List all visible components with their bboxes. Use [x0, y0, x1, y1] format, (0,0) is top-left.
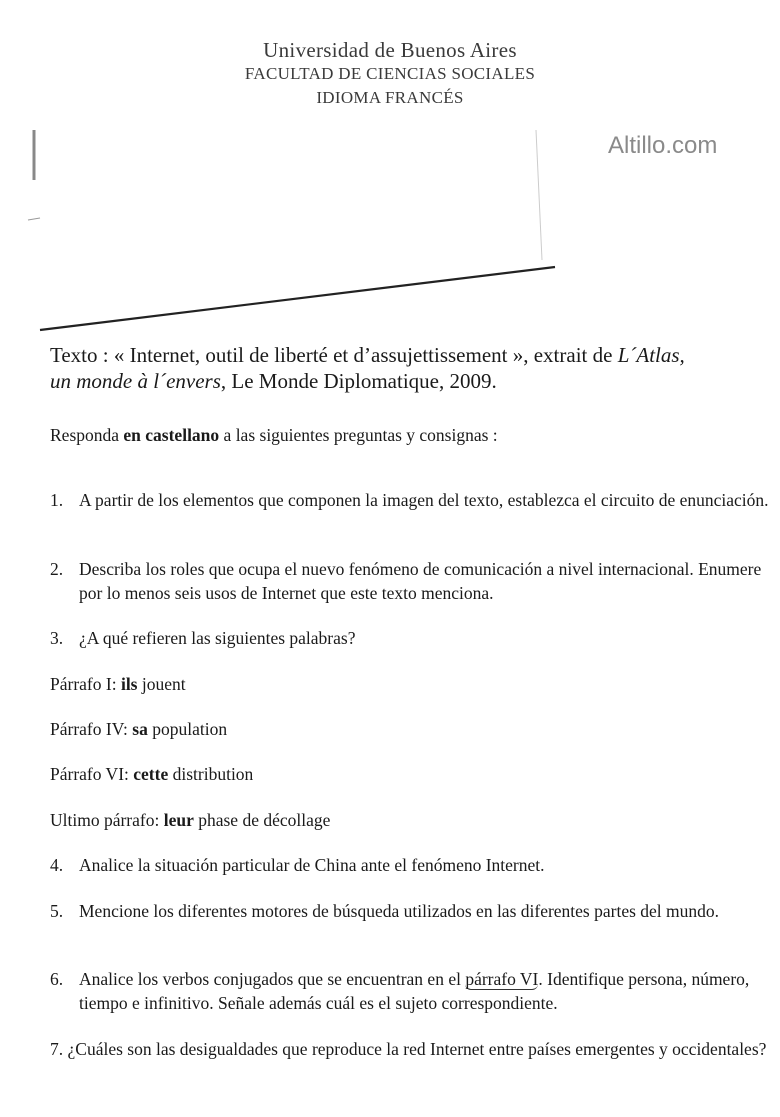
- faculty-name: FACULTAD DE CIENCIAS SOCIALES: [244, 64, 536, 83]
- question-5: [50, 899, 770, 923]
- question-text: [50, 967, 770, 1015]
- question-number: 7.: [50, 1039, 64, 1059]
- question-number: 5.: [50, 901, 64, 921]
- reference-rest: distribution: [168, 764, 254, 784]
- instruction-bold: en castellano: [123, 425, 220, 445]
- question-number: 4.: [50, 855, 64, 875]
- reference-label: Párrafo I:: [50, 674, 121, 694]
- reference-rest: population: [147, 719, 228, 739]
- reference-rest: jouent: [137, 674, 186, 694]
- reference-2: [50, 717, 227, 741]
- university-name: Universidad de Buenos Aires: [263, 38, 517, 62]
- reference-rest: phase de décollage: [193, 810, 331, 830]
- reference-word: ils: [120, 674, 138, 694]
- paper-edge-right: [536, 130, 542, 260]
- reference-label: Párrafo IV:: [50, 719, 133, 739]
- reference-4: [50, 808, 330, 832]
- question-4: [50, 853, 770, 877]
- paper-edge-mark: [28, 218, 40, 220]
- reference-label: Párrafo VI:: [50, 764, 134, 784]
- pasted-blank-area: [0, 110, 600, 340]
- question-1: [50, 488, 770, 512]
- question-text: Describa los roles que ocupa el nuevo fenómeno de comunicación a nivel internacional. Enumere por lo menos seis usos de Internet que este texto menciona.: [79, 559, 762, 603]
- question-text: Analice la situación particular de China ante el fenómeno Internet.: [79, 855, 545, 875]
- source-title-part2: un monde à l´envers: [50, 369, 221, 393]
- question-number: 2.: [50, 559, 64, 579]
- question-7: [50, 1037, 770, 1061]
- question-number: 3.: [50, 628, 64, 648]
- question-text-after: . Identifique persona, número, tiempo e infinitivo. Señale además cuál es el sujeto correspondiente.: [79, 969, 750, 1013]
- reference-1: [50, 672, 186, 696]
- source-title-part1: L´Atlas,: [617, 343, 685, 367]
- question-text: ¿Cuáles son las desigualdades que reproduce la red Internet entre países emergentes y occidentales?: [67, 1039, 767, 1059]
- paper-edge-bottom: [40, 267, 555, 330]
- reference-word: sa: [132, 719, 148, 739]
- reference-3: [50, 762, 253, 786]
- question-6: [50, 967, 770, 1015]
- handwritten-underline: párrafo VI: [465, 969, 539, 989]
- source-prefix: Texto : « Internet, outil de liberté et d’assujettissement », extrait de: [50, 343, 618, 367]
- source-citation: [50, 342, 770, 394]
- question-text: ¿A qué refieren las siguientes palabras?: [79, 628, 356, 648]
- question-number: 6.: [50, 969, 64, 989]
- subject-name: IDIOMA FRANCÉS: [316, 88, 464, 107]
- question-text: Mencione los diferentes motores de búsqueda utilizados en las diferentes partes del mundo.: [79, 901, 720, 921]
- question-3: [50, 626, 770, 650]
- question-number: 1.: [50, 490, 64, 510]
- question-2: [50, 557, 770, 605]
- reference-label: Ultimo párrafo:: [50, 810, 164, 830]
- reference-word: leur: [163, 810, 194, 830]
- question-text-before: Analice los verbos conjugados que se encuentran en el: [79, 969, 466, 989]
- instruction-line: [50, 423, 498, 447]
- watermark-logo: Altillo.com: [608, 132, 718, 159]
- reference-word: cette: [133, 764, 169, 784]
- instruction-before: Responda: [50, 425, 124, 445]
- instruction-after: a las siguientes preguntas y consignas :: [219, 425, 498, 445]
- source-suffix: , Le Monde Diplomatique, 2009.: [220, 369, 497, 393]
- question-text: A partir de los elementos que componen la imagen del texto, establezca el circuito de enunciación.: [79, 490, 769, 510]
